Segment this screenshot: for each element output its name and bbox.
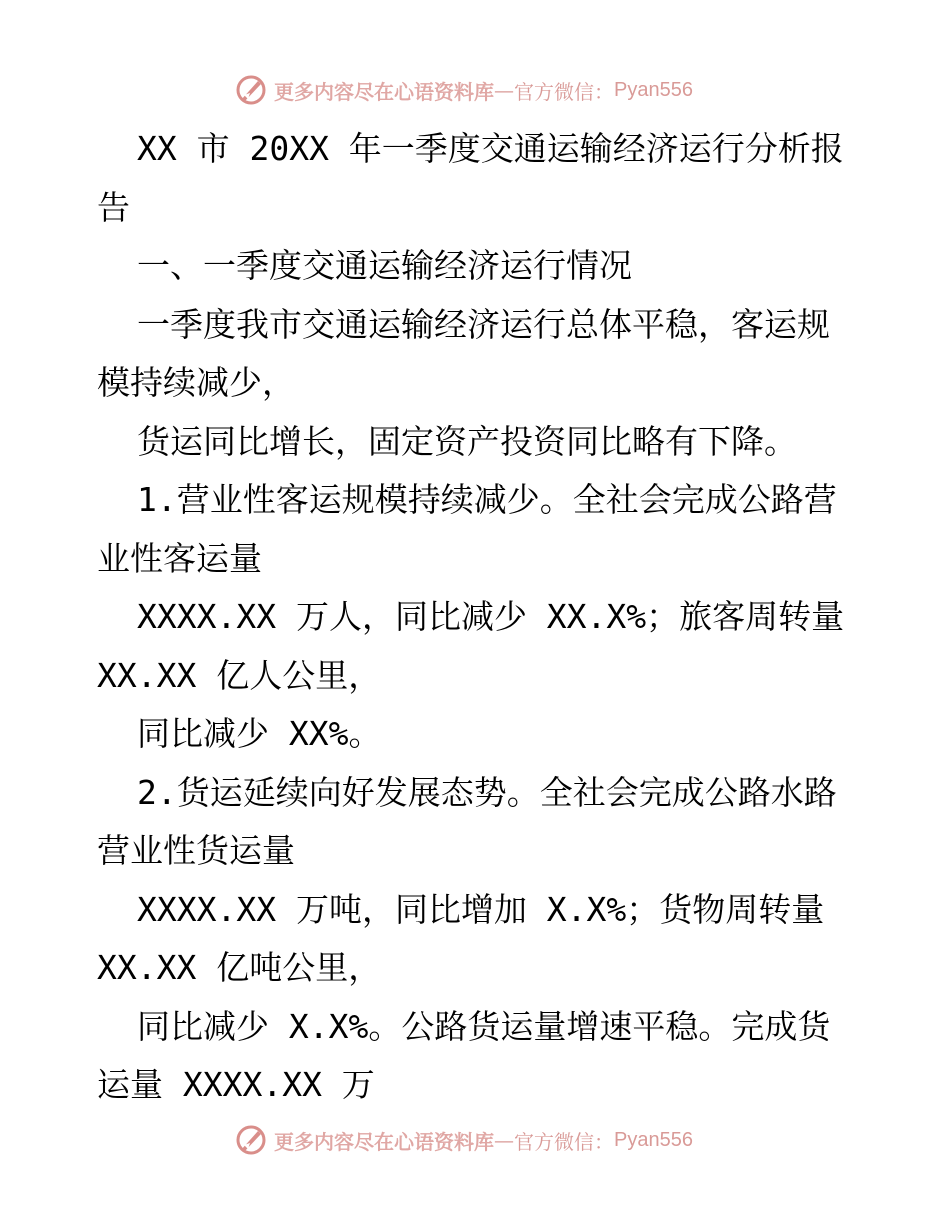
- quill-circle-icon: [234, 1123, 268, 1157]
- paragraph: 同比减少 X.X%。公路货运量增速平稳。完成货运量 XXXX.XX 万: [97, 1006, 831, 1104]
- paragraph: 货运同比增长，固定资产投资同比略有下降。: [137, 421, 797, 461]
- watermark-contact-id: Pyan556: [614, 1128, 693, 1151]
- header-watermark: [234, 72, 693, 108]
- watermark-contact-id: Pyan556: [614, 78, 693, 101]
- quill-circle-icon: [234, 73, 268, 107]
- watermark-brand: 更多内容尽在心语资料库: [274, 79, 494, 104]
- paragraph: 同比减少 XX%。: [137, 714, 382, 753]
- footer-watermark: [234, 1122, 693, 1158]
- document-title: XX 市 20XX 年一季度交通运输经济运行分析报告: [97, 129, 844, 227]
- paragraph: XXXX.XX 万吨，同比增加 X.X%；货物周转量 XX.XX 亿吨公里，: [97, 889, 825, 987]
- watermark-brand: 更多内容尽在心语资料库: [274, 1129, 494, 1154]
- paragraph: 一季度我市交通运输经济运行总体平稳，客运规模持续减少，: [97, 304, 830, 402]
- watermark-separator: —: [494, 1128, 514, 1152]
- section-heading: 一、一季度交通运输经济运行情况: [137, 246, 632, 285]
- paragraph: 1.营业性客运规模持续减少。全社会完成公路营业性客运量: [97, 480, 837, 578]
- watermark-contact-label: 官方微信：: [514, 1129, 614, 1154]
- watermark-separator: —: [494, 78, 514, 102]
- watermark-contact-label: 官方微信：: [514, 79, 614, 104]
- paragraph: 2.货运延续向好发展态势。全社会完成公路水路营业性货运量: [97, 772, 837, 870]
- document-body: [97, 120, 857, 1115]
- paragraph: XXXX.XX 万人，同比减少 XX.X%；旅客周转量 XX.XX 亿人公里，: [97, 597, 845, 695]
